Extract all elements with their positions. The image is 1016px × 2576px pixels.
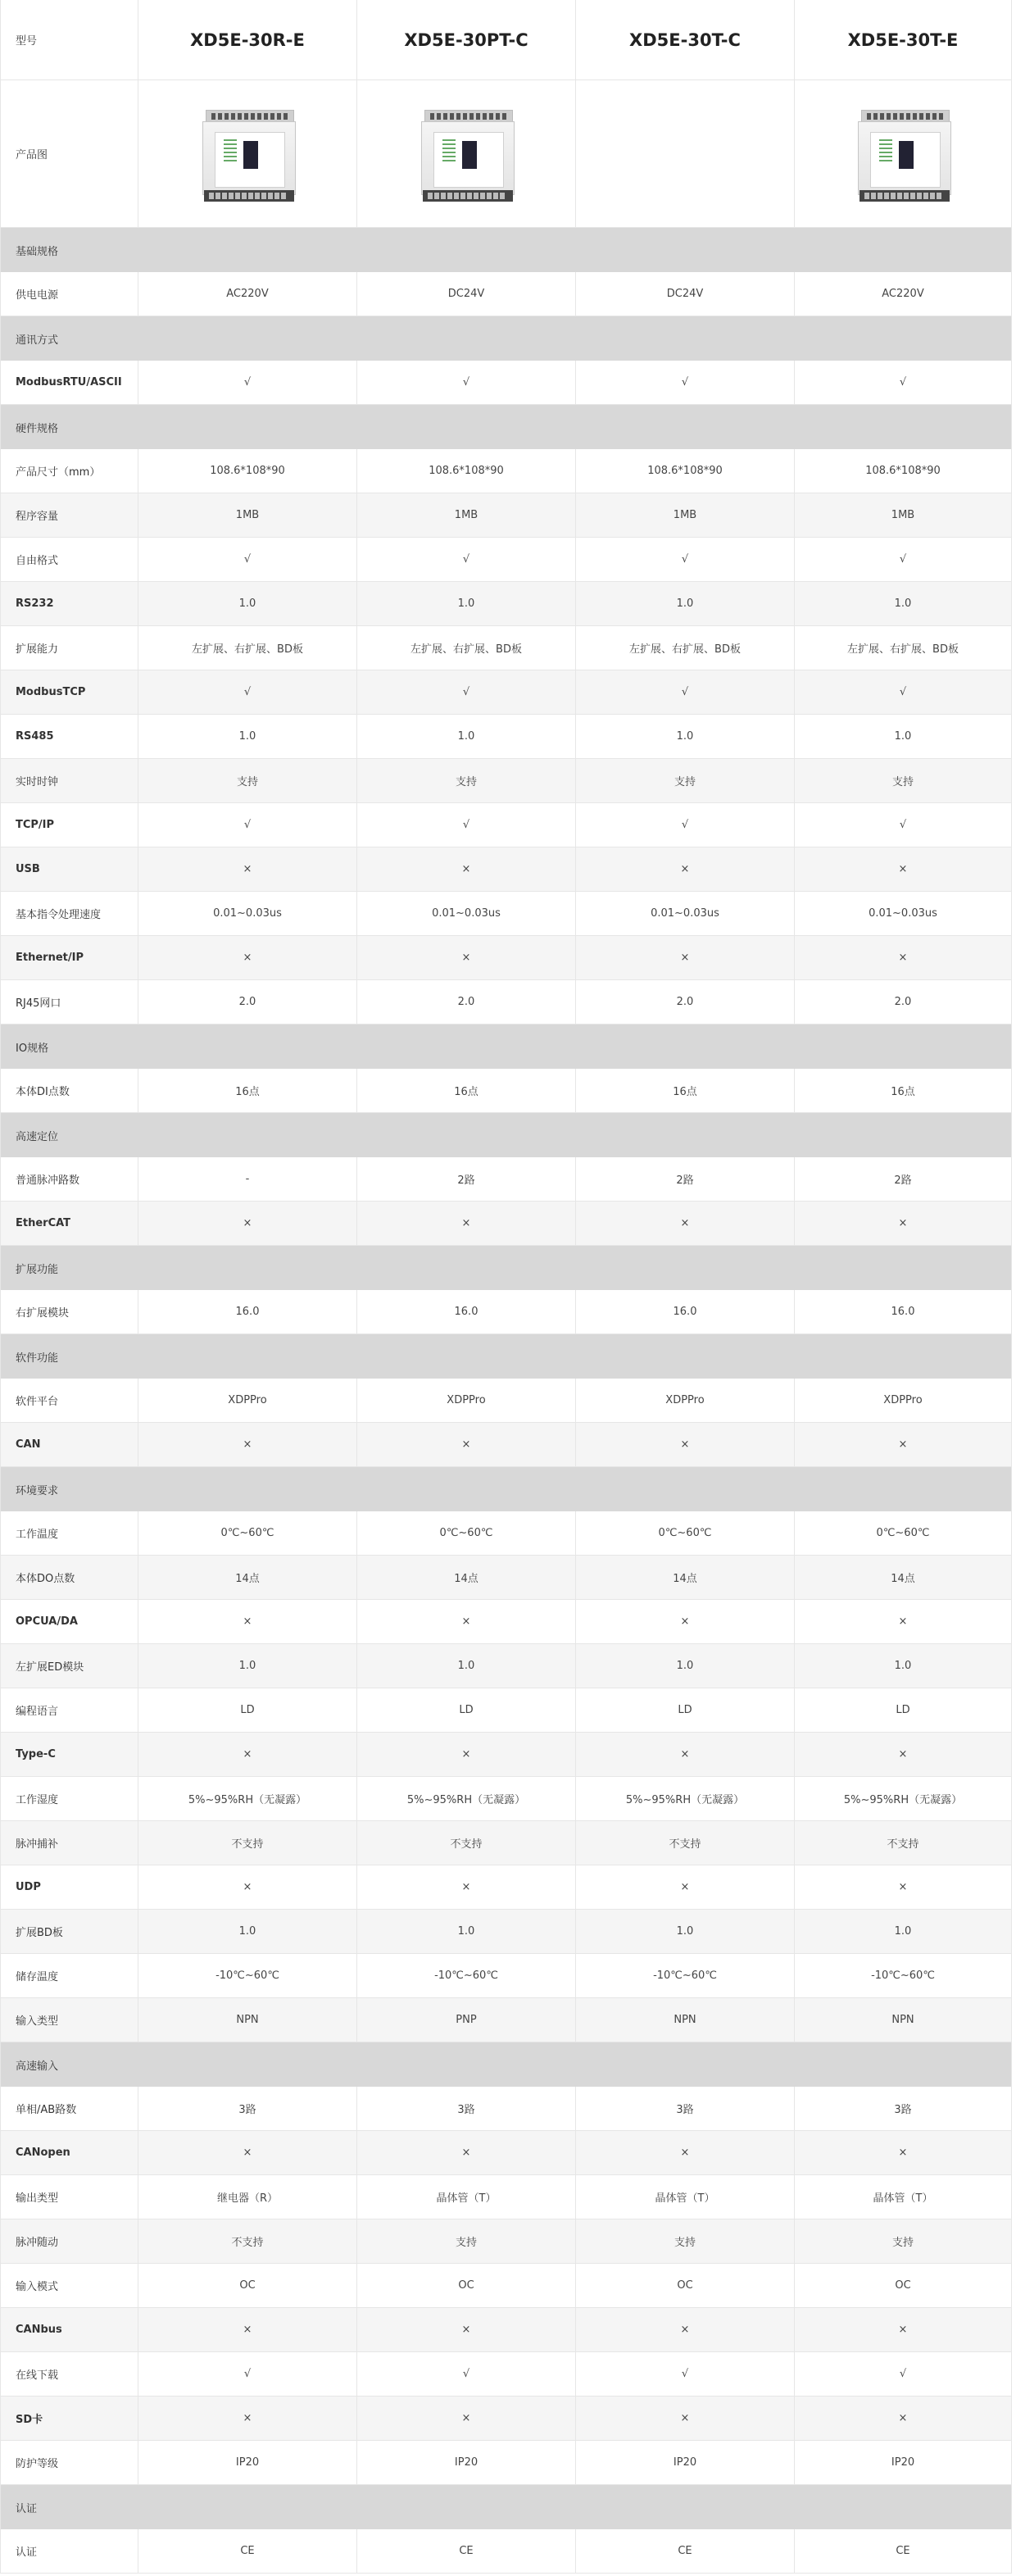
spec-value: × xyxy=(357,936,576,980)
spec-value: 1.0 xyxy=(795,1910,1012,1954)
spec-value: × xyxy=(357,1733,576,1777)
spec-value: OC xyxy=(138,2264,357,2308)
spec-value: × xyxy=(795,1865,1012,1910)
spec-value: XDPPro xyxy=(138,1379,357,1423)
spec-value: × xyxy=(795,847,1012,892)
spec-label: 储存温度 xyxy=(1,1954,138,1998)
spec-value: × xyxy=(357,2397,576,2441)
spec-value: 5%~95%RH（无凝露） xyxy=(576,1777,795,1821)
spec-value: 0.01~0.03us xyxy=(795,892,1012,936)
spec-value: √ xyxy=(138,803,357,847)
spec-value: NPN xyxy=(138,1998,357,2042)
spec-value: 5%~95%RH（无凝露） xyxy=(138,1777,357,1821)
spec-value: 0.01~0.03us xyxy=(357,892,576,936)
spec-value: AC220V xyxy=(795,272,1012,316)
spec-value: × xyxy=(138,2308,357,2352)
model-name: XD5E-30R-E xyxy=(190,30,305,50)
spec-value: 1.0 xyxy=(576,1644,795,1688)
spec-value: IP20 xyxy=(138,2441,357,2485)
spec-value: -10℃~60℃ xyxy=(576,1954,795,1998)
spec-value: 14点 xyxy=(138,1556,357,1600)
spec-value: OC xyxy=(795,2264,1012,2308)
model-name: XD5E-30T-E xyxy=(847,30,959,50)
spec-value: 16点 xyxy=(795,1069,1012,1113)
spec-value: LD xyxy=(576,1688,795,1733)
spec-value: 1.0 xyxy=(576,715,795,759)
spec-value: × xyxy=(576,2308,795,2352)
spec-value: × xyxy=(576,1600,795,1644)
spec-value: 不支持 xyxy=(138,1821,357,1865)
spec-label: 左扩展ED模块 xyxy=(1,1644,138,1688)
spec-label: 产品尺寸（mm） xyxy=(1,449,138,493)
spec-value: 108.6*108*90 xyxy=(138,449,357,493)
spec-value: 0.01~0.03us xyxy=(576,892,795,936)
spec-value: 3路 xyxy=(795,2087,1012,2131)
spec-label: 输入模式 xyxy=(1,2264,138,2308)
spec-value: 支持 xyxy=(576,2219,795,2264)
spec-label: 输入类型 xyxy=(1,1998,138,2042)
spec-label: 本体DO点数 xyxy=(1,1556,138,1600)
spec-value: 1MB xyxy=(357,493,576,538)
spec-value: 左扩展、右扩展、BD板 xyxy=(795,626,1012,670)
spec-value: × xyxy=(357,1202,576,1246)
model-name: XD5E-30T-C xyxy=(629,30,741,50)
spec-label: Ethernet/IP xyxy=(1,936,138,980)
spec-value: × xyxy=(138,936,357,980)
spec-value: 晶体管（T） xyxy=(576,2175,795,2219)
spec-label: 脉冲捕补 xyxy=(1,1821,138,1865)
spec-label: 扩展BD板 xyxy=(1,1910,138,1954)
spec-label: 基本指令处理速度 xyxy=(1,892,138,936)
section-header: 高速输入 xyxy=(1,2042,1012,2087)
model-header-cell xyxy=(795,0,1012,80)
spec-value: 1.0 xyxy=(795,1644,1012,1688)
spec-value: 0℃~60℃ xyxy=(576,1511,795,1556)
model-header-cell xyxy=(576,0,795,80)
spec-value: √ xyxy=(576,670,795,715)
spec-value: 0.01~0.03us xyxy=(138,892,357,936)
spec-value: AC220V xyxy=(138,272,357,316)
spec-value: √ xyxy=(576,538,795,582)
spec-label: 单相/AB路数 xyxy=(1,2087,138,2131)
spec-value: √ xyxy=(795,2352,1012,2397)
spec-value: XDPPro xyxy=(795,1379,1012,1423)
model-name: XD5E-30PT-C xyxy=(404,30,528,50)
spec-value: × xyxy=(576,1865,795,1910)
spec-label: SD卡 xyxy=(1,2397,138,2441)
section-header: 扩展功能 xyxy=(1,1246,1012,1290)
spec-label: 右扩展模块 xyxy=(1,1290,138,1334)
spec-value: 支持 xyxy=(138,759,357,803)
spec-label: Type-C xyxy=(1,1733,138,1777)
spec-label: RS485 xyxy=(1,715,138,759)
spec-value: √ xyxy=(795,803,1012,847)
spec-value: 1.0 xyxy=(795,715,1012,759)
spec-value: IP20 xyxy=(576,2441,795,2485)
spec-label: 认证 xyxy=(1,2529,138,2574)
spec-value: 16点 xyxy=(138,1069,357,1113)
spec-value: 1.0 xyxy=(138,1644,357,1688)
spec-value: LD xyxy=(795,1688,1012,1733)
spec-label: 本体DI点数 xyxy=(1,1069,138,1113)
spec-value: 1.0 xyxy=(795,582,1012,626)
spec-value: 3路 xyxy=(138,2087,357,2131)
spec-value: × xyxy=(576,2397,795,2441)
spec-label: RJ45网口 xyxy=(1,980,138,1024)
spec-label: 在线下载 xyxy=(1,2352,138,2397)
spec-value: × xyxy=(795,1423,1012,1467)
spec-value: 5%~95%RH（无凝露） xyxy=(357,1777,576,1821)
spec-value: 0℃~60℃ xyxy=(138,1511,357,1556)
spec-value: CE xyxy=(357,2529,576,2574)
spec-value: 晶体管（T） xyxy=(795,2175,1012,2219)
spec-value: OC xyxy=(576,2264,795,2308)
spec-value: -10℃~60℃ xyxy=(357,1954,576,1998)
spec-value: × xyxy=(357,2131,576,2175)
section-header: IO规格 xyxy=(1,1024,1012,1069)
spec-value: × xyxy=(138,1733,357,1777)
spec-value: 1MB xyxy=(576,493,795,538)
spec-value: 2.0 xyxy=(576,980,795,1024)
spec-value: √ xyxy=(357,2352,576,2397)
spec-value: √ xyxy=(357,538,576,582)
spec-value: -10℃~60℃ xyxy=(795,1954,1012,1998)
spec-value: × xyxy=(138,847,357,892)
spec-value: × xyxy=(138,1423,357,1467)
model-header-cell xyxy=(138,0,357,80)
spec-value: 1.0 xyxy=(138,1910,357,1954)
spec-value: × xyxy=(576,1202,795,1246)
spec-value: × xyxy=(357,1865,576,1910)
spec-value: NPN xyxy=(795,1998,1012,2042)
spec-value: × xyxy=(576,1733,795,1777)
spec-value: 不支持 xyxy=(576,1821,795,1865)
section-header: 通讯方式 xyxy=(1,316,1012,361)
spec-value: CE xyxy=(795,2529,1012,2574)
spec-value: 108.6*108*90 xyxy=(576,449,795,493)
spec-value: √ xyxy=(357,803,576,847)
spec-value: √ xyxy=(138,670,357,715)
spec-label: CANbus xyxy=(1,2308,138,2352)
spec-value: CE xyxy=(138,2529,357,2574)
spec-value: × xyxy=(138,1202,357,1246)
spec-label: UDP xyxy=(1,1865,138,1910)
spec-value: CE xyxy=(576,2529,795,2574)
spec-value: × xyxy=(357,2308,576,2352)
spec-value: -10℃~60℃ xyxy=(138,1954,357,1998)
spec-value: 16点 xyxy=(357,1069,576,1113)
spec-value: 14点 xyxy=(357,1556,576,1600)
spec-value: 支持 xyxy=(357,2219,576,2264)
spec-label: 扩展能力 xyxy=(1,626,138,670)
spec-value: 16.0 xyxy=(138,1290,357,1334)
spec-value: 108.6*108*90 xyxy=(357,449,576,493)
section-header: 软件功能 xyxy=(1,1334,1012,1379)
product-image-cell xyxy=(138,80,357,228)
spec-value: 2.0 xyxy=(138,980,357,1024)
spec-value: √ xyxy=(138,2352,357,2397)
spec-value: × xyxy=(795,1202,1012,1246)
spec-value: 16.0 xyxy=(795,1290,1012,1334)
spec-value: 不支持 xyxy=(357,1821,576,1865)
spec-value: 左扩展、右扩展、BD板 xyxy=(576,626,795,670)
spec-value: 2.0 xyxy=(357,980,576,1024)
spec-value: √ xyxy=(795,361,1012,405)
product-image-label: 产品图 xyxy=(1,80,138,228)
spec-value: 1.0 xyxy=(576,582,795,626)
product-image-cell xyxy=(357,80,576,228)
spec-label: 脉冲随动 xyxy=(1,2219,138,2264)
spec-value: 1.0 xyxy=(357,715,576,759)
spec-label: 自由格式 xyxy=(1,538,138,582)
spec-value: × xyxy=(795,2308,1012,2352)
spec-value: √ xyxy=(795,538,1012,582)
model-header-cell xyxy=(357,0,576,80)
spec-label: 供电电源 xyxy=(1,272,138,316)
spec-value: × xyxy=(357,847,576,892)
spec-value: PNP xyxy=(357,1998,576,2042)
spec-value: × xyxy=(138,1865,357,1910)
plc-product-image xyxy=(418,105,515,203)
plc-product-image xyxy=(199,105,296,203)
spec-value: 14点 xyxy=(576,1556,795,1600)
spec-value: × xyxy=(576,936,795,980)
spec-value: 支持 xyxy=(357,759,576,803)
spec-value: 支持 xyxy=(795,2219,1012,2264)
spec-value: √ xyxy=(138,538,357,582)
spec-value: 2路 xyxy=(795,1157,1012,1202)
spec-value: 1.0 xyxy=(138,715,357,759)
spec-value: √ xyxy=(795,670,1012,715)
spec-value: 0℃~60℃ xyxy=(357,1511,576,1556)
spec-value: √ xyxy=(576,361,795,405)
section-header: 环境要求 xyxy=(1,1467,1012,1511)
spec-value: 1.0 xyxy=(576,1910,795,1954)
spec-value: √ xyxy=(357,670,576,715)
spec-value: √ xyxy=(138,361,357,405)
spec-label: 输出类型 xyxy=(1,2175,138,2219)
spec-value: - xyxy=(138,1157,357,1202)
spec-value: DC24V xyxy=(357,272,576,316)
spec-value: × xyxy=(795,2397,1012,2441)
spec-value: √ xyxy=(357,361,576,405)
spec-value: IP20 xyxy=(357,2441,576,2485)
spec-value: 1MB xyxy=(138,493,357,538)
spec-value: 2.0 xyxy=(795,980,1012,1024)
spec-value: 晶体管（T） xyxy=(357,2175,576,2219)
spec-value: × xyxy=(138,2131,357,2175)
spec-label: 工作湿度 xyxy=(1,1777,138,1821)
spec-value: × xyxy=(357,1423,576,1467)
spec-value: √ xyxy=(576,803,795,847)
spec-value: 3路 xyxy=(576,2087,795,2131)
spec-value: × xyxy=(138,2397,357,2441)
spec-value: × xyxy=(576,847,795,892)
spec-value: 1MB xyxy=(795,493,1012,538)
spec-label: 实时时钟 xyxy=(1,759,138,803)
spec-value: 支持 xyxy=(576,759,795,803)
spec-value: 3路 xyxy=(357,2087,576,2131)
spec-value: 不支持 xyxy=(795,1821,1012,1865)
spec-value: × xyxy=(795,936,1012,980)
spec-value: × xyxy=(357,1600,576,1644)
spec-label: RS232 xyxy=(1,582,138,626)
spec-value: XDPPro xyxy=(576,1379,795,1423)
spec-value: 2路 xyxy=(576,1157,795,1202)
spec-value: × xyxy=(576,1423,795,1467)
spec-value: × xyxy=(795,2131,1012,2175)
spec-value: IP20 xyxy=(795,2441,1012,2485)
spec-value: 左扩展、右扩展、BD板 xyxy=(138,626,357,670)
spec-label: ModbusRTU/ASCII xyxy=(1,361,138,405)
spec-value: 5%~95%RH（无凝露） xyxy=(795,1777,1012,1821)
product-image-cell xyxy=(576,80,795,228)
section-header: 基础规格 xyxy=(1,228,1012,272)
spec-label: TCP/IP xyxy=(1,803,138,847)
spec-value: 1.0 xyxy=(357,1644,576,1688)
spec-label: 防护等级 xyxy=(1,2441,138,2485)
spec-value: × xyxy=(138,1600,357,1644)
spec-value: 14点 xyxy=(795,1556,1012,1600)
spec-label: 编程语言 xyxy=(1,1688,138,1733)
spec-value: 左扩展、右扩展、BD板 xyxy=(357,626,576,670)
spec-value: LD xyxy=(357,1688,576,1733)
section-header: 认证 xyxy=(1,2485,1012,2529)
spec-value: NPN xyxy=(576,1998,795,2042)
model-header-label: 型号 xyxy=(1,0,138,80)
spec-label: CAN xyxy=(1,1423,138,1467)
plc-product-image xyxy=(855,105,951,203)
spec-label: 软件平台 xyxy=(1,1379,138,1423)
spec-value: 1.0 xyxy=(357,1910,576,1954)
spec-value: XDPPro xyxy=(357,1379,576,1423)
spec-value: 继电器（R） xyxy=(138,2175,357,2219)
spec-value: 1.0 xyxy=(138,582,357,626)
spec-label: EtherCAT xyxy=(1,1202,138,1246)
spec-value: √ xyxy=(576,2352,795,2397)
section-header: 硬件规格 xyxy=(1,405,1012,449)
spec-label: 普通脉冲路数 xyxy=(1,1157,138,1202)
spec-value: 16.0 xyxy=(357,1290,576,1334)
spec-value: 1.0 xyxy=(357,582,576,626)
spec-value: 0℃~60℃ xyxy=(795,1511,1012,1556)
spec-value: × xyxy=(795,1733,1012,1777)
section-header: 高速定位 xyxy=(1,1113,1012,1157)
spec-label: 工作温度 xyxy=(1,1511,138,1556)
spec-label: OPCUA/DA xyxy=(1,1600,138,1644)
spec-label: 程序容量 xyxy=(1,493,138,538)
spec-value: 16.0 xyxy=(576,1290,795,1334)
spec-value: 2路 xyxy=(357,1157,576,1202)
product-image-cell xyxy=(795,80,1012,228)
spec-value: 108.6*108*90 xyxy=(795,449,1012,493)
spec-value: 不支持 xyxy=(138,2219,357,2264)
spec-value: OC xyxy=(357,2264,576,2308)
spec-value: × xyxy=(576,2131,795,2175)
spec-value: DC24V xyxy=(576,272,795,316)
spec-value: 16点 xyxy=(576,1069,795,1113)
spec-value: 支持 xyxy=(795,759,1012,803)
spec-value: × xyxy=(795,1600,1012,1644)
spec-value: LD xyxy=(138,1688,357,1733)
spec-label: USB xyxy=(1,847,138,892)
spec-label: CANopen xyxy=(1,2131,138,2175)
spec-label: ModbusTCP xyxy=(1,670,138,715)
